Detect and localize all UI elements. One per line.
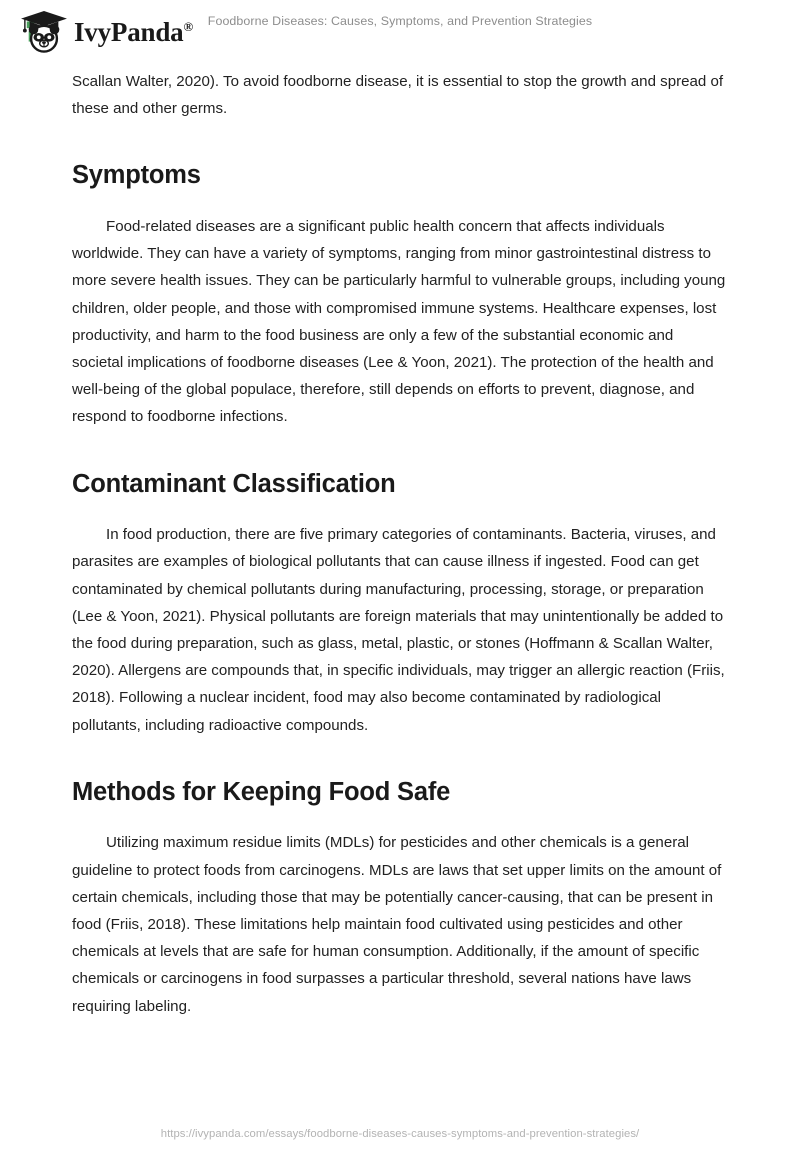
spacer <box>72 499 726 521</box>
section-paragraph-symptoms: Food-related diseases are a significant public health concern that affects individuals worldwide. They can have a variety of symptoms, ranging from minor gastrointestinal distress to more severe health issues. They can be particularly harmful to vulnerable groups, including young children, older people, and those with compromised immune systems. Healthcare expenses, lost productivity, and harm to the food business are only a few of the substantial economic and societal implications of foodborne diseases (Lee & Yoon, 2021). The protection of the health and well-being of the global populace, therefore, still depends on efforts to prevent, diagnose, and respond to foodborne infections. <box>72 218 726 426</box>
document-title-header: Foodborne Diseases: Causes, Symptoms, and Prevention Strategies <box>207 14 593 28</box>
section-paragraph-methods-for-keeping-food-safe: Utilizing maximum residue limits (MDLs) for pesticides and other chemicals is a general guideline to protect foods from carcinogens. MDLs are laws that set upper limits on the amount of certain chemicals, including those that may be potentially cancer-causing, that can be present in food (Friis, 2018). These limitations help maintain food cultivated using pesticides and other chemicals at levels that are safe for human consumption. Additionally, if the amount of specific chemicals or carcinogens in food surpasses a particular threshold, several nations have laws requiring labeling. <box>72 834 722 1015</box>
source-url-link[interactable]: https://ivypanda.com/essays/foodborne-diseases-causes-symptoms-and-prevention-strategies/ <box>160 1128 640 1140</box>
page-header <box>0 0 800 62</box>
spacer <box>72 191 726 213</box>
registered-mark-icon: ® <box>183 18 193 34</box>
spacer <box>72 431 726 469</box>
spacer <box>72 807 726 829</box>
section-heading-methods-for-keeping-food-safe: Methods for Keeping Food Safe <box>72 777 451 806</box>
spacer <box>72 739 726 777</box>
section-paragraph-contaminant-classification: In food production, there are five primary categories of contaminants. Bacteria, viruses, and parasites are examples of biological pollutants that can cause illness if ingested. Food can get contaminated by chemical pollutants during manufacturing, processing, storage, or preparation (Lee & Yoon, 2021). Physical pollutants are foreign materials that may unintentionally be added to the food during preparation, such as glass, metal, plastic, or stones (Hoffmann & Scallan Walter, 2020). Allergens are compounds that, in specific individuals, may trigger an allergic reaction (Friis, 2018). Following a nuclear incident, food may also become contaminated by radiological pollutants, including radioactive compounds. <box>72 526 725 734</box>
page-footer <box>0 1124 800 1142</box>
brand-name-text: IvyPanda <box>74 16 184 47</box>
section-heading-contaminant-classification: Contaminant Classification <box>72 469 396 498</box>
section-heading-symptoms: Symptoms <box>72 161 201 190</box>
lead-paragraph: Scallan Walter, 2020). To avoid foodborne disease, it is essential to stop the growth and spread of these and other germs. <box>72 73 724 118</box>
document-body <box>72 68 726 1020</box>
spacer <box>72 122 726 160</box>
